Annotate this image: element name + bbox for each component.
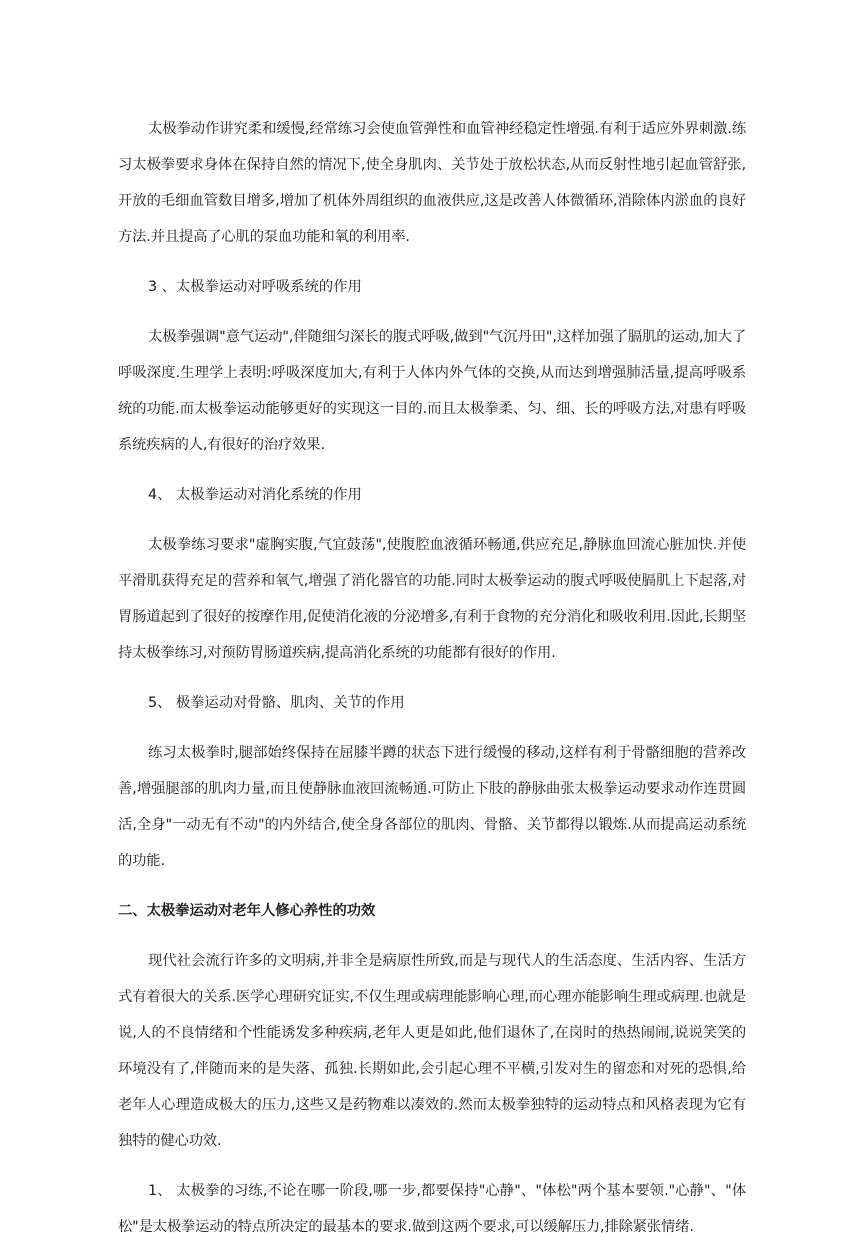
heading-digestive: 4、 太极拳运动对消化系统的作用 [148,487,362,503]
heading-respiratory: 3 、太极拳运动对呼吸系统的作用 [148,279,362,295]
paragraph-calm-relax: 1、 太极拳的习练,不论在哪一阶段,哪一步,都要保持"心静"、"体松"两个基本要领."心静"、"体松"是太极拳运动的特点所决定的最基本的要求.做到这两个要求,可以缓解压力,排除紧张情绪. [118,1183,746,1235]
paragraph-modern-illness: 现代社会流行许多的文明病,并非全是病原性所致,而是与现代人的生活态度、生活内容、生活方式有着很大的关系.医学心理研究证实,不仅生理或病理能影响心理,而心理亦能影响生理或病理.也就是说,人的不良情绪和个性能诱发多种疾病,老年人更是如此,他们退休了,在岗时的热热闹闹,说说笑笑的环境没有了,伴随而来的是失落、孤独.长期如此,会引起心理不平横,引发对生的留恋和对死的恐惧,给老年人心理造成极大的压力,这些又是药物难以凑效的.然而太极拳独特的运动特点和风格表现为它有独特的健心功效. [118,953,746,1149]
paragraph-musculoskeletal: 练习太极拳时,腿部始终保持在屈膝半蹲的状态下进行缓慢的移动,这样有利于骨骼细胞的营养改善,增强腿部的肌肉力量,而且使静脉血液回流畅通.可防止下肢的静脉曲张太极拳运动要求动作连贯圆活,全身"一动无有不动"的内外结合,使全身各部位的肌肉、骨骼、关节都得以锻炼.从而提高运动系统的功能. [118,745,746,869]
document-page [118,111,746,1245]
paragraph-circulation: 太极拳动作讲究柔和缓慢,经常练习会使血管弹性和血管神经稳定性增强.有利于适应外界刺激.练习太极拳要求身体在保持自然的情况下,使全身肌肉、关节处于放松状态,从而反射性地引起血管舒张,开放的毛细血管数目增多,增加了机体外周组织的血液供应,这是改善人体微循环,消除体内淤血的良好方法.并且提高了心肌的泵血功能和氧的利用率. [118,121,746,245]
paragraph-respiratory: 太极拳强调"意气运动",伴随细匀深长的腹式呼吸,做到"气沉丹田",这样加强了膈肌的运动,加大了呼吸深度.生理学上表明:呼吸深度加大,有利于人体内外气体的交换,从而达到增强肺活量,提高呼吸系统的功能.而太极拳运动能够更好的实现这一目的.而且太极拳柔、匀、细、长的呼吸方法,对患有呼吸系统疾病的人,有很好的治疗效果. [118,329,746,453]
heading-musculoskeletal: 5、 极拳运动对骨骼、肌肉、关节的作用 [148,695,405,711]
paragraph-digestive: 太极拳练习要求"虚胸实腹,气宜鼓荡",使腹腔血液循环畅通,供应充足,静脉血回流心脏加快.并使平滑肌获得充足的营养和氧气,增强了消化器官的功能.同时太极拳运动的腹式呼吸使膈肌上下起落,对胃肠道起到了很好的按摩作用,促使消化液的分泌增多,有利于食物的充分消化和吸收利用.因此,长期坚持太极拳练习,对预防胃肠道疾病,提高消化系统的功能都有很好的作用. [118,537,746,661]
section-heading-mind: 二、太极拳运动对老年人修心养性的功效 [118,903,376,919]
